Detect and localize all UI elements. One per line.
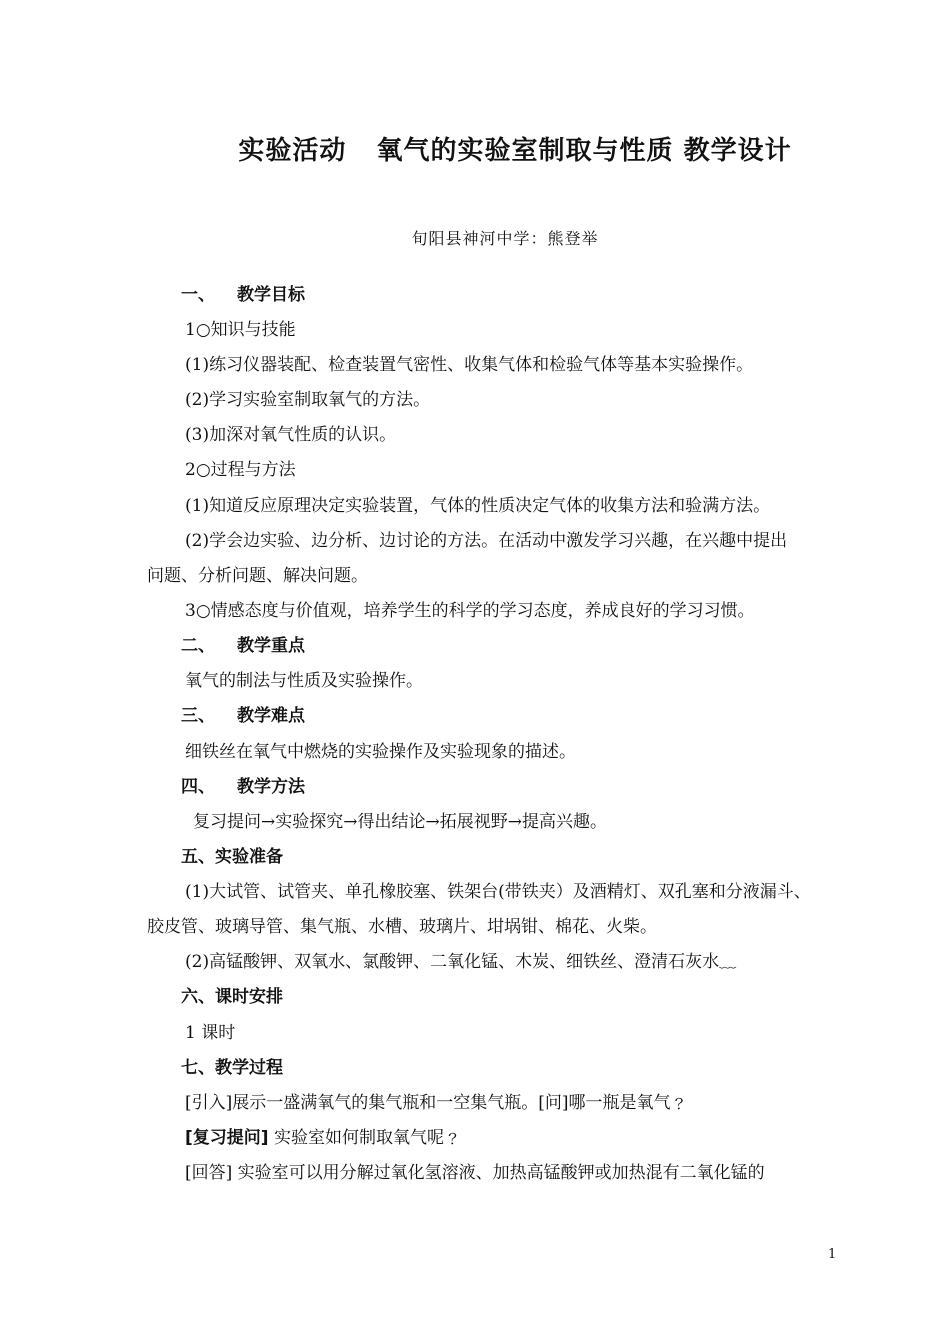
- goal-2-item-2-line-2: 问题、分析问题、解决问题。: [147, 566, 368, 586]
- goal-1-item-3: (3)加深对氧气性质的认识。: [185, 425, 397, 445]
- goal-1-title: 1○知识与技能: [185, 320, 296, 340]
- goal-3: 3○情感态度与价值观，培养学生的科学的学习态度，养成良好的学习习惯。: [185, 601, 755, 621]
- prep-item-2: (2)高锰酸钾、双氧水、氯酸钾、二氧化锰、木炭、细铁丝、澄清石灰水﹏: [185, 952, 737, 972]
- section-number: 四、: [181, 777, 215, 797]
- goal-2-item-1: (1)知道反应原理决定实验装置，气体的性质决定气体的收集方法和验满方法。: [185, 496, 771, 516]
- section-number: 一、: [181, 285, 215, 305]
- section-heading-schedule: 六、课时安排: [181, 987, 283, 1007]
- goal-1-item-2: (2)学习实验室制取氧气的方法。: [185, 390, 431, 410]
- section-title: 教学方法: [237, 777, 305, 797]
- section-number: 三、: [181, 706, 215, 726]
- section-heading-difficulty: [181, 704, 305, 728]
- section-heading-preparation: 五、实验准备: [181, 847, 283, 867]
- page-number: 1: [828, 1247, 837, 1262]
- review-label: [复习提问]: [185, 1128, 269, 1148]
- section-heading-key-point: [181, 634, 305, 658]
- schedule-text: 1 课时: [185, 1023, 236, 1043]
- method-text: 复习提问→实验探究→得出结论→拓展视野→提高兴趣。: [193, 812, 607, 832]
- key-point-text: 氧气的制法与性质及实验操作。: [185, 671, 423, 691]
- process-answer: [回答] 实验室可以用分解过氧化氢溶液、加热高锰酸钾或加热混有二氧化锰的: [185, 1163, 765, 1183]
- section-title: 教学重点: [237, 636, 305, 656]
- goal-2-title: 2○过程与方法: [185, 460, 296, 480]
- review-text: 实验室如何制取氧气呢﹖: [268, 1128, 461, 1148]
- section-heading-method: [181, 775, 305, 799]
- process-review: [185, 1126, 461, 1150]
- prep-item-1-line-1: (1)大试管、试管夹、单孔橡胶塞、铁架台(带铁夹）及酒精灯、双孔塞和分液漏斗、: [185, 882, 811, 902]
- section-title: 教学难点: [237, 706, 305, 726]
- difficulty-text: 细铁丝在氧气中燃烧的实验操作及实验现象的描述。: [185, 742, 576, 762]
- document-title: 实验活动 氧气的实验室制取与性质 教学设计: [238, 136, 792, 166]
- section-heading-process: 七、教学过程: [181, 1058, 283, 1078]
- goal-1-item-1: (1)练习仪器装配、检查装置气密性、收集气体和检验气体等基本实验操作。: [185, 355, 754, 375]
- process-intro: [引入]展示一盛满氧气的集气瓶和一空集气瓶。[问]哪一瓶是氧气﹖: [185, 1093, 688, 1113]
- prep-item-1-line-2: 胶皮管、玻璃导管、集气瓶、水槽、玻璃片、坩埚钳、棉花、火柴。: [147, 917, 657, 937]
- author-line: 旬阳县神河中学：熊登举: [411, 229, 599, 248]
- section-heading-goals: [181, 283, 305, 307]
- section-title: 教学目标: [237, 285, 305, 305]
- goal-2-item-2-line-1: (2)学会边实验、边分析、边讨论的方法。在活动中激发学习兴趣，在兴趣中提出: [185, 531, 788, 551]
- section-number: 二、: [181, 636, 215, 656]
